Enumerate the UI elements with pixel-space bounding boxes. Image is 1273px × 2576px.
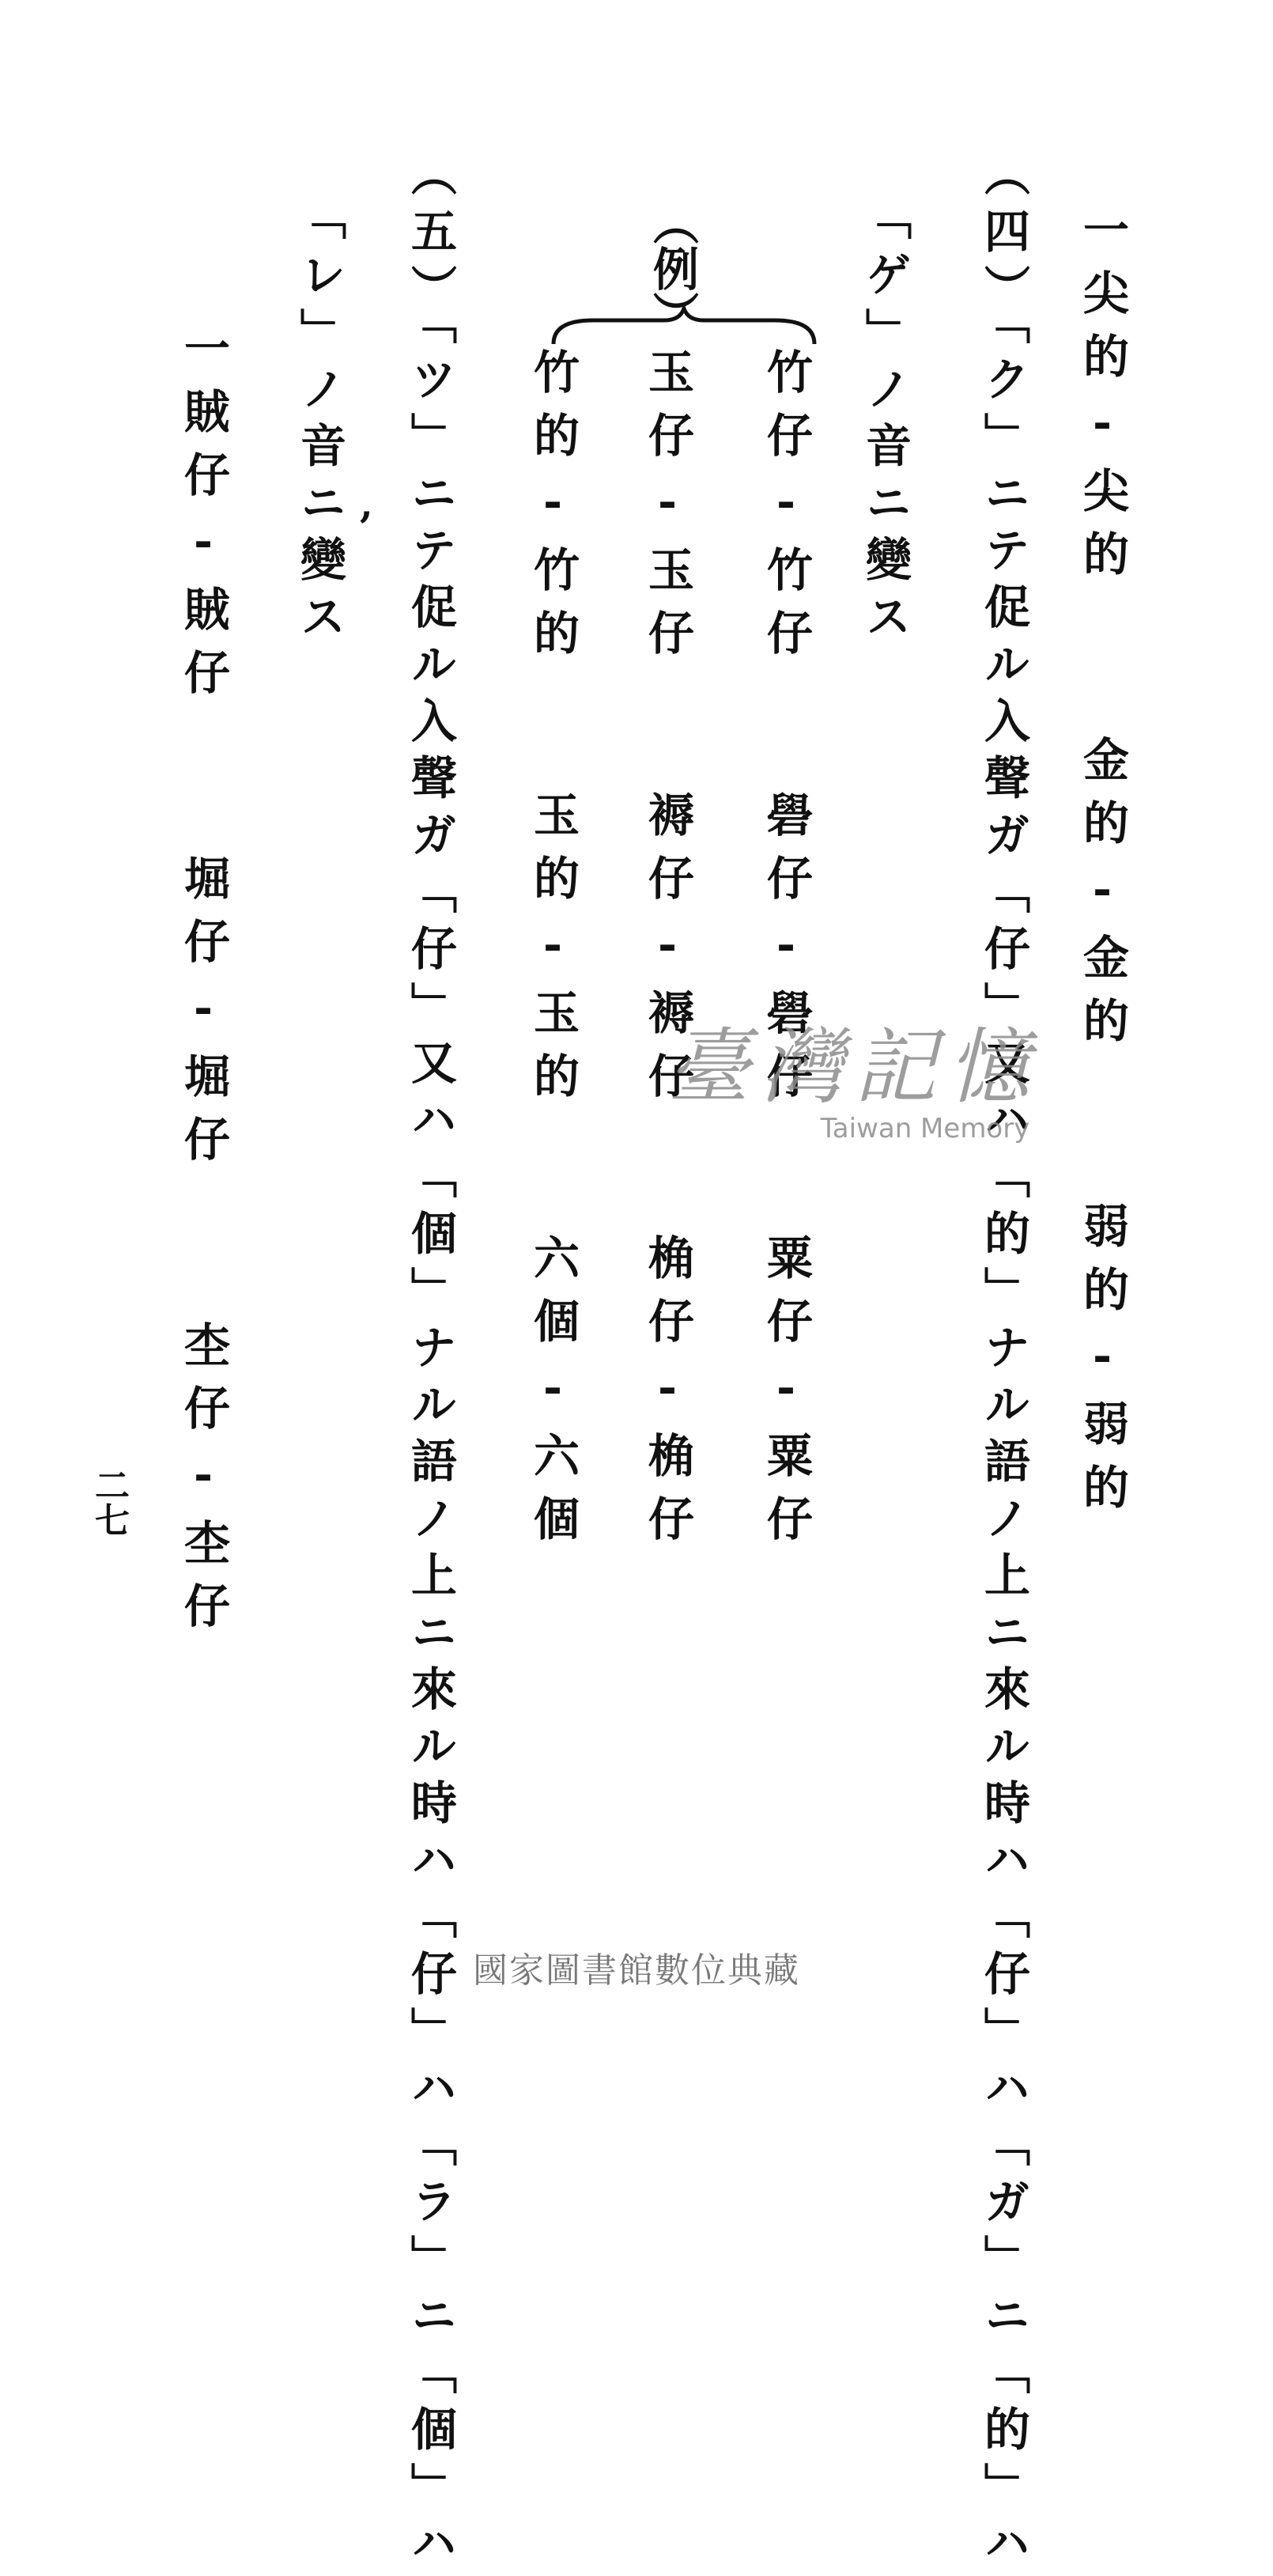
example-phrase: 玉的‐玉的 [526,791,580,1115]
example-phrase: 堀仔‐堀仔 [176,854,230,1178]
example-label: （例） [645,199,699,337]
example-phrase: 竹的‐竹的 [526,348,580,672]
intro-examples [1075,206,1129,1526]
section5-continuation: 「レ」ノ音ニ變ス [293,194,346,649]
example-phrase: 杢仔‐杢仔 [176,1321,230,1645]
watermark-chinese: 臺灣記憶 [667,1019,1041,1115]
example-phrase: 桷仔‐桷仔 [640,1234,694,1558]
example-phrase: 一賊仔‐賊仔 [176,324,230,712]
example-phrase: 一尖的‐尖的 [1075,206,1129,593]
section4-heading: （四）「ク」ニテ促ル入聲ガ「仔」又ハ「的」ナル語ノ上ニ來ル時ハ「仔」ハ「ガ」ニ「的」ハ [976,150,1030,2576]
example-brace-icon [546,305,822,352]
section5-example-column [176,324,230,1645]
example-phrase: 粟仔‐粟仔 [759,1234,813,1558]
example-phrase: 六個‐六個 [526,1234,580,1558]
example-phrase: 玉仔‐玉仔 [640,348,694,672]
section4-example-column [640,348,694,1558]
section4-example-column [759,348,813,1558]
example-phrase: 礐仔‐礐仔 [759,791,813,1115]
page-number: 二七 [89,1467,129,1537]
example-phrase: 弱的‐弱的 [1075,1202,1129,1526]
section4-continuation: 「ゲ」ノ音ニ變ス [858,194,912,649]
watermark [633,1001,1075,1144]
example-phrase: 竹仔‐竹仔 [759,348,813,672]
section4-example-column [526,348,580,1558]
section5-heading: （五）「ツ」ニテ促ル入聲ガ「仔」又ハ「個」ナル語ノ上ニ來ル時ハ「仔」ハ「ラ」ニ「個」ハ [403,150,457,2576]
punctuation-mark: , [360,482,373,527]
example-phrase: 褥仔‐褥仔 [640,791,694,1115]
footer-credit: 國家圖書館數位典藏 [473,1950,800,1991]
example-phrase: 金的‐金的 [1075,736,1129,1060]
watermark-english: Taiwan Memory [820,1113,1030,1144]
